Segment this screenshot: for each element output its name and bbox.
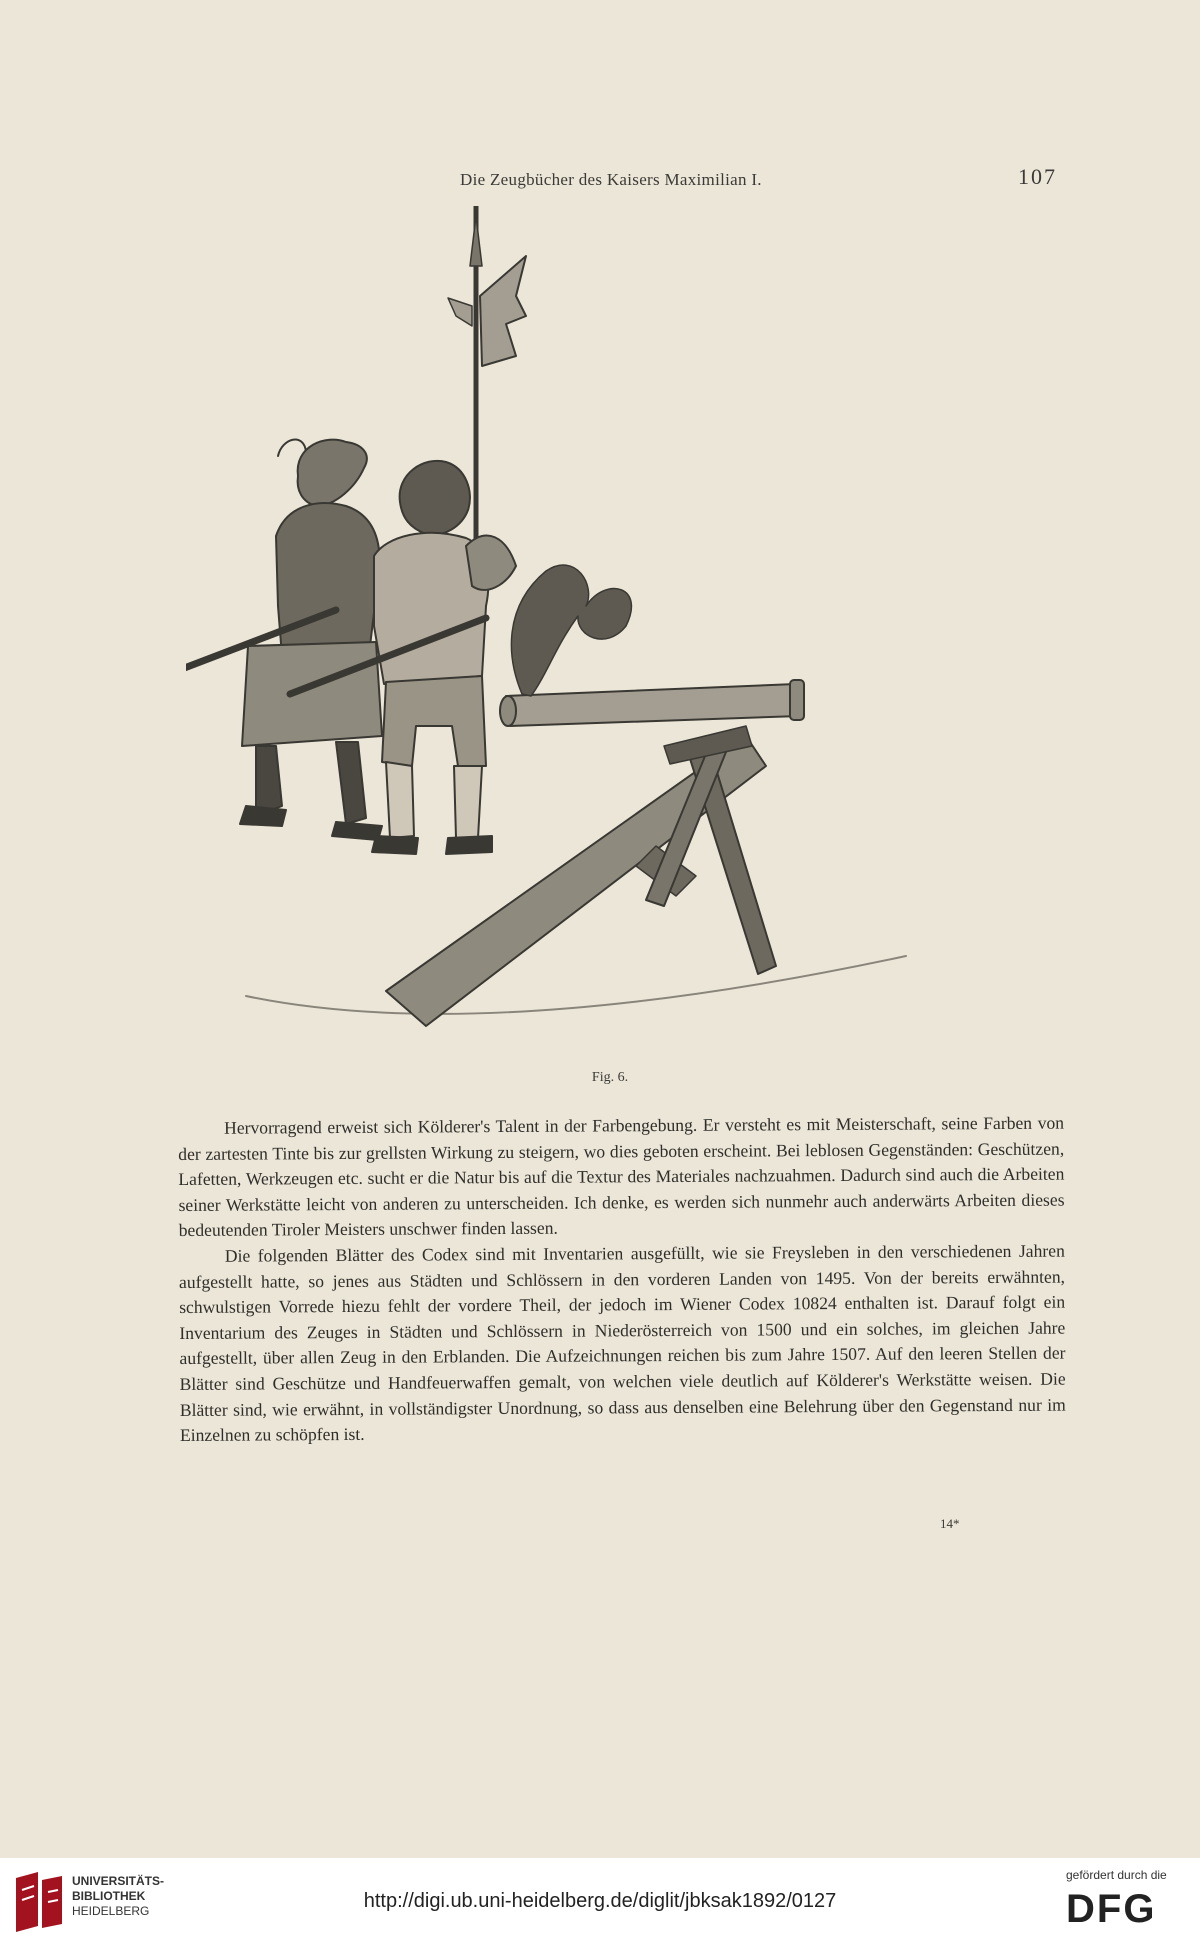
running-head-title: Die Zeugbücher des Kaisers Maximilian I.	[460, 170, 762, 189]
figure-caption: Fig. 6.	[591, 1070, 629, 1085]
library-name-line-1: UNIVERSITÄTS-	[72, 1874, 165, 1888]
paragraph-1: Hervorragend erweist sich Kölderer's Talent in der Farbengebung. Er versteht es mit Meisterschaft, seine Farben von der zartesten Tinte bis zur grellsten Wirkung zu steigern, wo dies geboten erscheint. Bei leblosen Gegenständen: Geschützen, Lafetten, Werkzeugen etc. sucht er die Natur bis auf die Textur des Materiales nachzuahmen. Dadurch sind auch die Arbeiten seiner Werkstätte leicht von anderen zu unterscheiden. Ich denke, es werden sich nunmehr auch anderwärts Arbeiten dieses bedeutenden Tiroler Meisters unschwer finden lassen.	[178, 1112, 1065, 1241]
page-number: 107	[1018, 164, 1057, 189]
halberd-blade	[480, 256, 526, 366]
left-gunner-head	[298, 440, 367, 506]
gunners-with-cannon-drawing	[186, 206, 1056, 1056]
library-name-line-3: HEIDELBERG	[72, 1904, 150, 1918]
permalink-url[interactable]: http://digi.ub.uni-heidelberg.de/diglit/jbksak1892/0127	[363, 1890, 837, 1912]
right-gunner-head	[400, 461, 470, 535]
right-gunner-breeches	[382, 676, 486, 766]
footer-bar	[0, 1858, 1200, 1944]
library-name-line-2: BIBLIOTHEK	[72, 1889, 146, 1903]
body-text	[178, 1111, 1066, 1449]
smoke-plume	[511, 565, 631, 696]
paragraph-2: Die folgenden Blätter des Codex sind mit Inventarien ausgefüllt, wie sie Freysleben in den verschiedenen Jahren aufgestellt hatte, so jenes aus Städten und Schlössern in den vorderen Landen von 1495. Von der bereits erwähnten, schwulstigen Vorrede hiezu fehlt der vordere Theil, der jedoch im Wiener Codex 10824 enthalten ist. Darauf folgt ein Inventarium des Zeuges in Städten und Schlössern in Niederösterreich von 1500 und ein solches, im gleichen Jahre aufgestellt, über allen Zeug in den Erblanden. Die Aufzeichnungen reichen bis zum Jahre 1507. Auf den leeren Stellen der Blätter sind Geschütze und Handfeuerwaffen gemalt, von welchen viele deutlich auf Kölderer's Werkstätte weisen. Die Blätter sind, wie erwähnt, in vollständigster Unordnung, so dass aus denselben eine Belehrung über den Gegenstand nur im Einzelnen zu schöpfen ist.	[178, 1240, 1066, 1446]
signature-mark: 14*	[940, 1516, 960, 1531]
left-gunner-doublet	[276, 503, 380, 656]
figure-6-illustration	[186, 206, 1056, 1056]
cannon-barrel	[506, 684, 800, 726]
funded-by-label: gefördert durch die	[1066, 1868, 1167, 1882]
left-gunner-skirt	[242, 642, 382, 746]
dfg-logo: DFG	[1066, 1887, 1157, 1931]
